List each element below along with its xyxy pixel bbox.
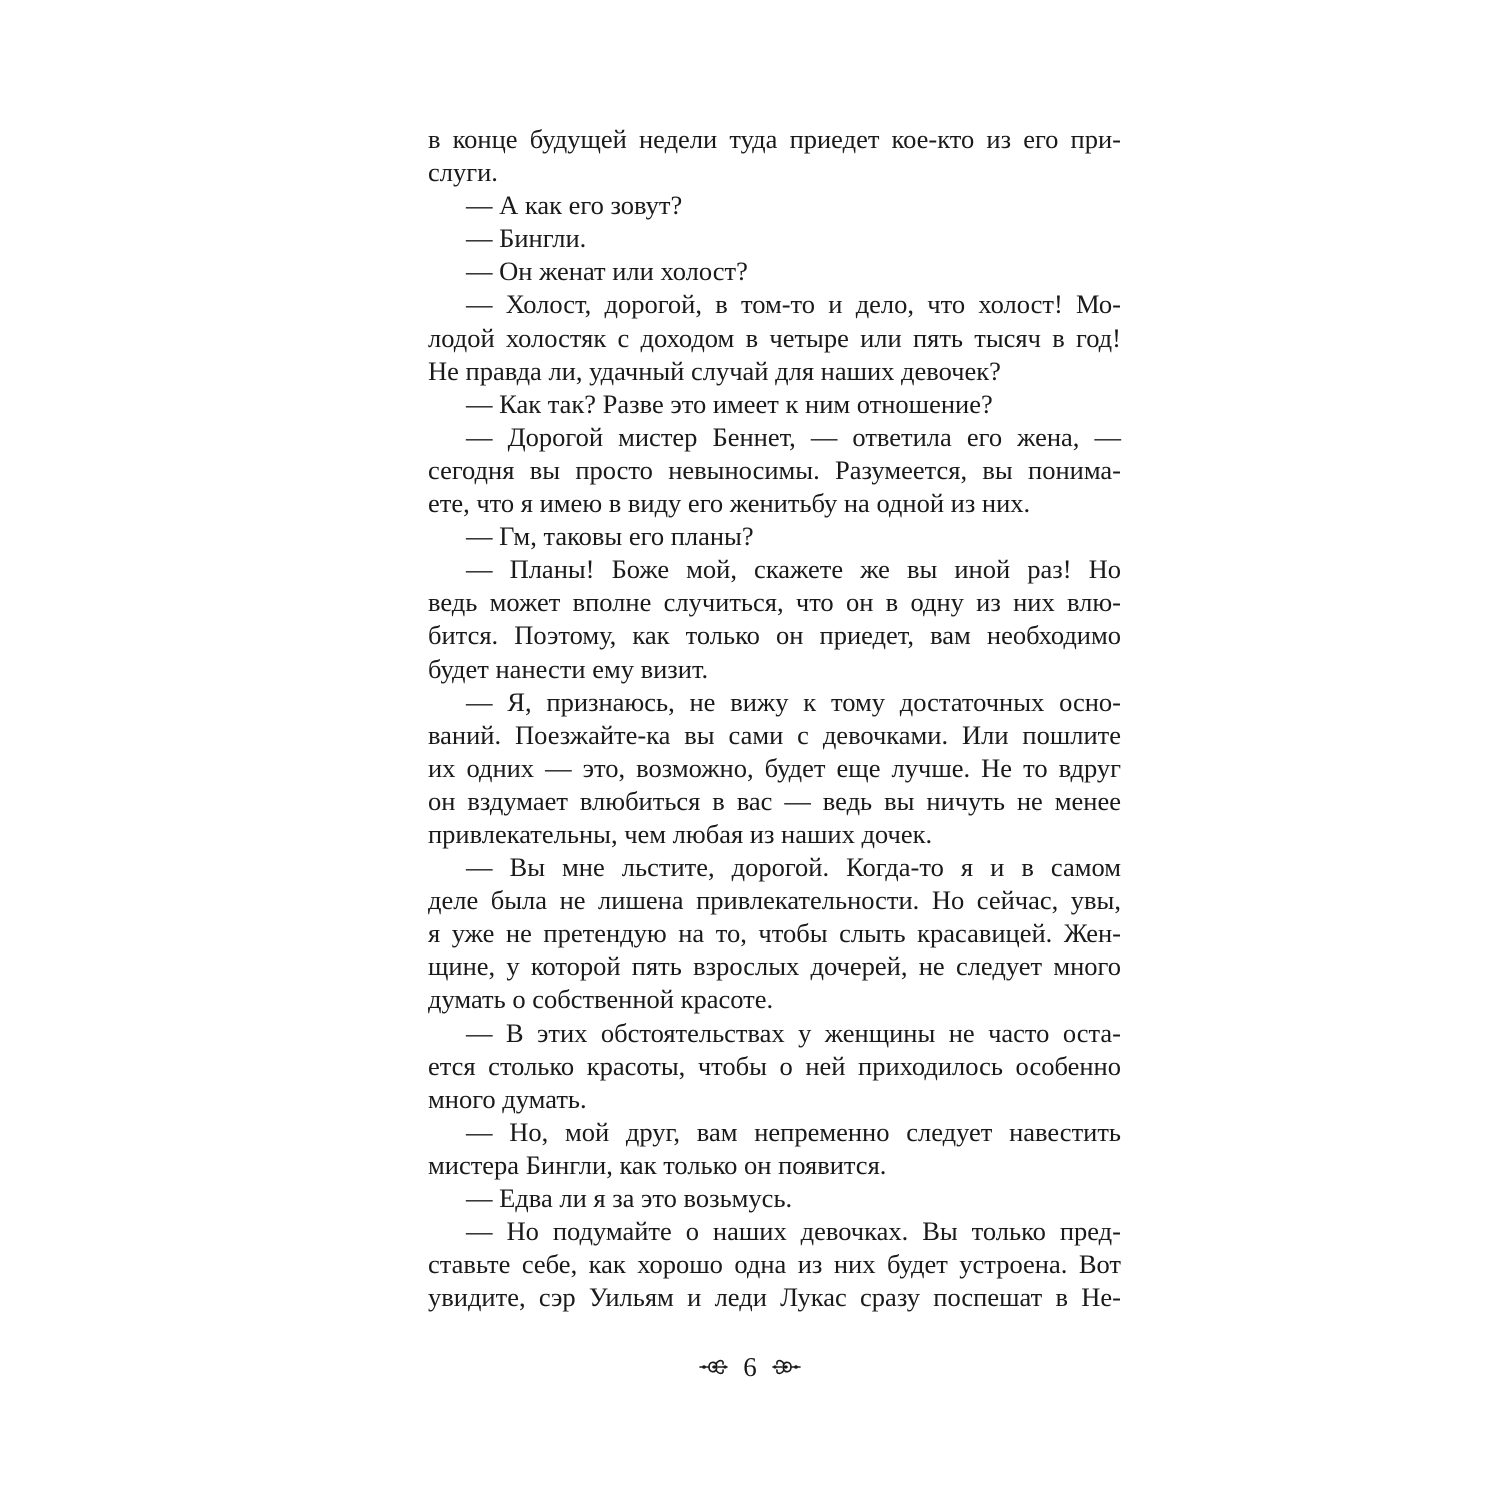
text-line-18: — Я, признаюсь, не вижу к тому достаточных осно- xyxy=(466,686,1121,717)
text-line-27: думать о собственной красоте. xyxy=(428,984,774,1015)
text-line-10: — Дорогой мистер Беннет, — ответила его жена, — xyxy=(466,421,1121,452)
text-line-17: будет нанести ему визит. xyxy=(428,653,709,684)
text-line-33: — Едва ли я за это возьмусь. xyxy=(466,1183,793,1213)
text-line-7: лодой холостяк с доходом в четыре или пять тысяч в год! xyxy=(428,322,1121,353)
text-line-35: ставьте себе, как хорошо одна из них будет устроена. Вот xyxy=(428,1249,1121,1280)
text-line-19: ваний. Поезжайте-ка вы сами с девочками. Или пошлите xyxy=(428,719,1121,750)
fleuron-left-icon xyxy=(699,1355,729,1379)
text-line-29: ется столько красоты, чтобы о ней приходилось особенно xyxy=(428,1050,1121,1081)
text-line-2: слуги. xyxy=(428,157,498,188)
text-line-32: мистера Бингли, как только он появится. xyxy=(428,1149,887,1180)
text-line-13: — Гм, таковы его планы? xyxy=(466,521,754,552)
text-line-16: бится. Поэтому, как только он приедет, вам необходимо xyxy=(428,620,1121,651)
text-line-11: сегодня вы просто невыносимы. Разумеется, вы понима- xyxy=(428,454,1121,485)
text-line-4: — Бингли. xyxy=(466,223,587,254)
text-line-23: — Вы мне льстите, дорогой. Когда-то я и в самом xyxy=(466,852,1121,883)
body-text xyxy=(428,123,1121,1314)
text-line-6: — Холост, дорогой, в том-то и дело, что холост! Мо- xyxy=(466,289,1121,320)
text-line-24: деле была не лишена привлекательности. Но сейчас, увы, xyxy=(428,885,1121,916)
text-line-30: много думать. xyxy=(428,1083,587,1114)
text-line-15: ведь может вполне случиться, что он в одну из них влю- xyxy=(428,587,1121,618)
text-line-21: он вздумает влюбиться в вас — ведь вы ничуть не менее xyxy=(428,785,1121,816)
text-line-20: их одних — это, возможно, будет еще лучше. Не то вдруг xyxy=(428,752,1121,783)
text-line-31: — Но, мой друг, вам непременно следует навестить xyxy=(466,1116,1121,1147)
page-number: 6 xyxy=(743,1351,757,1382)
text-line-34: — Но подумайте о наших девочках. Вы только пред- xyxy=(466,1216,1121,1247)
page-footer xyxy=(0,1347,1500,1387)
text-line-12: ете, что я имею в виду его женитьбу на одной из них. xyxy=(428,488,1031,519)
text-line-5: — Он женат или холост? xyxy=(466,256,748,287)
fleuron-right-icon xyxy=(771,1355,801,1379)
text-line-28: — В этих обстоятельствах у женщины не часто оста- xyxy=(466,1017,1121,1048)
text-line-22: привлекательны, чем любая из наших дочек. xyxy=(428,818,933,849)
text-line-1: в конце будущей недели туда приедет кое-кто из его при- xyxy=(428,124,1121,154)
text-line-26: щине, у которой пять взрослых дочерей, не следует много xyxy=(428,951,1121,982)
text-line-36: увидите, сэр Уильям и леди Лукас сразу поспешат в Не- xyxy=(428,1282,1121,1313)
text-line-25: я уже не претендую на то, чтобы слыть красавицей. Жен- xyxy=(428,918,1121,949)
text-line-8: Не правда ли, удачный случай для наших девочек? xyxy=(428,355,1001,386)
text-line-14: — Планы! Боже мой, скажете же вы иной раз! Но xyxy=(466,554,1121,585)
text-line-9: — Как так? Разве это имеет к ним отношение? xyxy=(466,388,993,419)
text-line-3: — А как его зовут? xyxy=(466,190,683,221)
